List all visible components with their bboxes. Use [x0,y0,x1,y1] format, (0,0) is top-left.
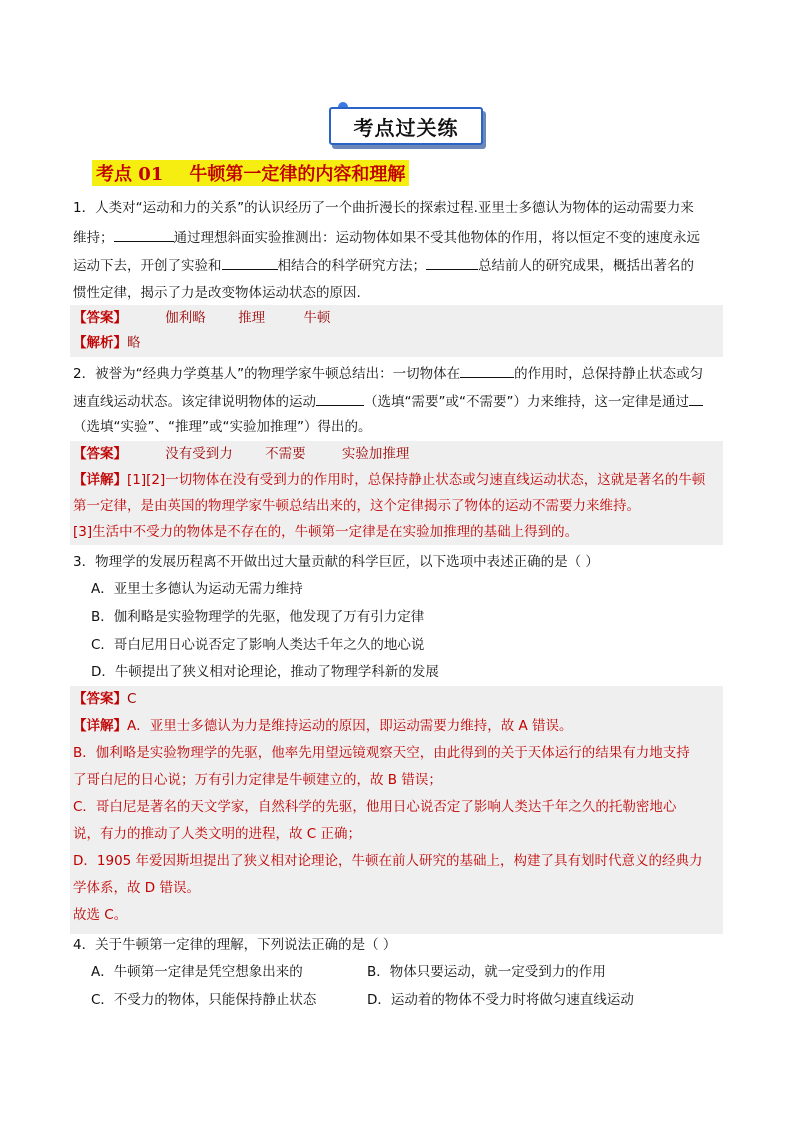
q3-detail-text-8: 故选 C。 [73,907,128,923]
q3-option-d-text: D．牛顿提出了狭义相对论理论，推动了物理学科新的发展 [91,664,439,680]
q4-stem [73,935,396,955]
q3-detail-text-1: A．亚里士多德认为力是维持运动的原因，即运动需要力维持，故 A 错误。 [127,718,573,734]
q2-detail-row-3 [73,522,578,542]
q3-answer-row [73,689,136,709]
q2-answer-2: 不需要 [265,446,306,462]
q2-blank-3[interactable] [689,391,703,406]
q2-blank-2[interactable] [316,391,364,406]
q1-analysis-row [73,333,141,353]
q1-line-1 [73,198,694,218]
q1-line-3 [73,255,694,275]
answer-label: 【答案】 [73,446,127,462]
q3-detail-row-3 [73,770,442,790]
q2-text-3: （选填“实验”、“推理”或“实验加推理”）得出的。 [73,419,372,435]
q1-text-3b: 相结合的科学研究方法； [277,258,426,274]
q3-detail-row-8 [73,905,127,925]
q1-blank-2[interactable] [222,255,278,270]
q3-detail-row-7 [73,878,200,898]
q1-blank-3[interactable] [426,255,478,270]
q4-option-a[interactable]: A．牛顿第一定律是凭空想象出来的 [91,964,303,980]
detail-label: 【详解】 [73,718,127,734]
q2-text-1a: 2．被誉为“经典力学奠基人”的物理学家牛顿总结出：一切物体在 [73,366,461,382]
page-title: 考点过关练 [329,107,483,145]
section-title: 牛顿第一定律的内容和理解 [189,164,406,185]
q3-option-c[interactable] [91,635,424,655]
q1-line-4 [73,283,361,303]
q2-detail-text-3: [3]生活中不受力的物体是不存在的，牛顿第一定律是在实验加推理的基础上得到的。 [73,524,579,540]
section-label: 考点 01 [96,164,164,185]
section-heading [92,160,409,186]
q2-text-2b: （选填“需要”或“不需要”）力来维持，这一定律是通过 [364,394,689,410]
q4-options-row-2 [91,990,651,1010]
q2-detail-row-2 [73,496,640,516]
q3-option-b-text: B．伽利略是实验物理学的先驱，他发现了万有引力定律 [91,609,425,625]
q2-answer-1: 没有受到力 [165,446,233,462]
q2-blank-1[interactable] [460,363,514,378]
q2-text-2a: 速直线运动状态。该定律说明物体的运动 [73,394,316,410]
q3-detail-row-4 [73,797,676,817]
q3-answer: C [127,691,137,707]
q2-detail-text-1: [1][2]一切物体在没有受到力的作用时，总保持静止状态或匀速直线运动状态，这就是著名的牛顿 [127,472,706,488]
q1-answer-1: 伽利略 [165,310,206,326]
q3-option-a[interactable] [91,579,303,599]
q3-option-b[interactable] [91,607,424,627]
q3-detail-row-6 [73,851,703,871]
q1-line-2 [73,227,700,247]
q1-text-3a: 运动下去，开创了实验和 [73,258,222,274]
q2-detail-row-1 [73,470,705,490]
answer-label: 【答案】 [73,691,127,707]
q3-option-a-text: A．亚里士多德认为运动无需力维持 [91,581,303,597]
q3-detail-text-3: 了哥白尼的日心说；万有引力定律是牛顿建立的，故 B 错误； [73,772,442,788]
q4-options-row-1 [91,962,651,982]
q2-answer-3: 实验加推理 [341,446,410,462]
q2-text-1b: 的作用时，总保持静止状态或匀 [514,366,704,382]
q3-detail-text-2: B．伽利略是实验物理学的先驱，他率先用望远镜观察天空，由此得到的关于天体运行的结果有力地支持 [73,745,690,761]
q1-blank-1[interactable] [114,227,174,242]
q2-line-3 [73,417,371,437]
q3-option-c-text: C．哥白尼用日心说否定了影响人类达千年之久的地心说 [91,637,425,653]
q3-detail-row-2 [73,743,690,763]
q3-detail-text-5: 说，有力的推动了人类文明的进程，故 C 正确； [73,826,362,842]
q1-text-2a: 维持； [73,230,114,246]
q1-text-2b: 通过理想斜面实验推测出：运动物体如果不受其他物体的作用，将以恒定不变的速度永远 [173,230,700,246]
q3-detail-text-6: D．1905 年爱因斯坦提出了狭义相对论理论，牛顿在前人研究的基础上，构建了具有划时代意义的经典力 [73,853,703,869]
q3-detail-text-7: 学体系，故 D 错误。 [73,880,200,896]
q1-analysis-text: 略 [127,335,141,351]
q3-stem-text: 3．物理学的发展历程离不开做出过大量贡献的科学巨匠，以下选项中表述正确的是（ ） [73,554,599,570]
q1-answer-3: 牛顿 [303,310,331,326]
q1-text-4: 惯性定律，揭示了力是改变物体运动状态的原因. [73,285,361,301]
q3-detail-row-1 [73,716,573,736]
q3-stem [73,552,599,572]
q3-option-d[interactable] [91,662,439,682]
q3-detail-row-5 [73,824,361,844]
q2-detail-text-2: 第一定律，是由英国的物理学家牛顿总结出来的，这个定律揭示了物体的运动不需要力来维持。 [73,498,640,514]
q4-option-c[interactable]: C．不受力的物体，只能保持静止状态 [91,992,317,1008]
q1-answer-2: 推理 [238,310,266,326]
q4-stem-text: 4．关于牛顿第一定律的理解，下列说法正确的是（ ） [73,937,397,953]
answer-label: 【答案】 [73,310,127,326]
q2-line-1 [73,363,703,383]
q2-line-2 [73,391,703,411]
analysis-label: 【解析】 [73,335,127,351]
q1-text-3c: 总结前人的研究成果，概括出著名的 [478,258,694,274]
q4-option-d[interactable]: D．运动着的物体不受力时将做匀速直线运动 [367,992,634,1008]
q3-detail-text-4: C．哥白尼是著名的天文学家，自然科学的先驱，他用日心说否定了影响人类达千年之久的托勒密地心 [73,799,677,815]
q4-option-b[interactable]: B．物体只要运动，就一定受到力的作用 [367,964,606,980]
q1-answer-row [73,308,330,328]
q2-answer-row [73,444,409,464]
q1-text-1: 1．人类对“运动和力的关系”的认识经历了一个曲折漫长的探索过程.亚里士多德认为物体的运动需要力来 [73,200,694,216]
detail-label: 【详解】 [73,472,127,488]
